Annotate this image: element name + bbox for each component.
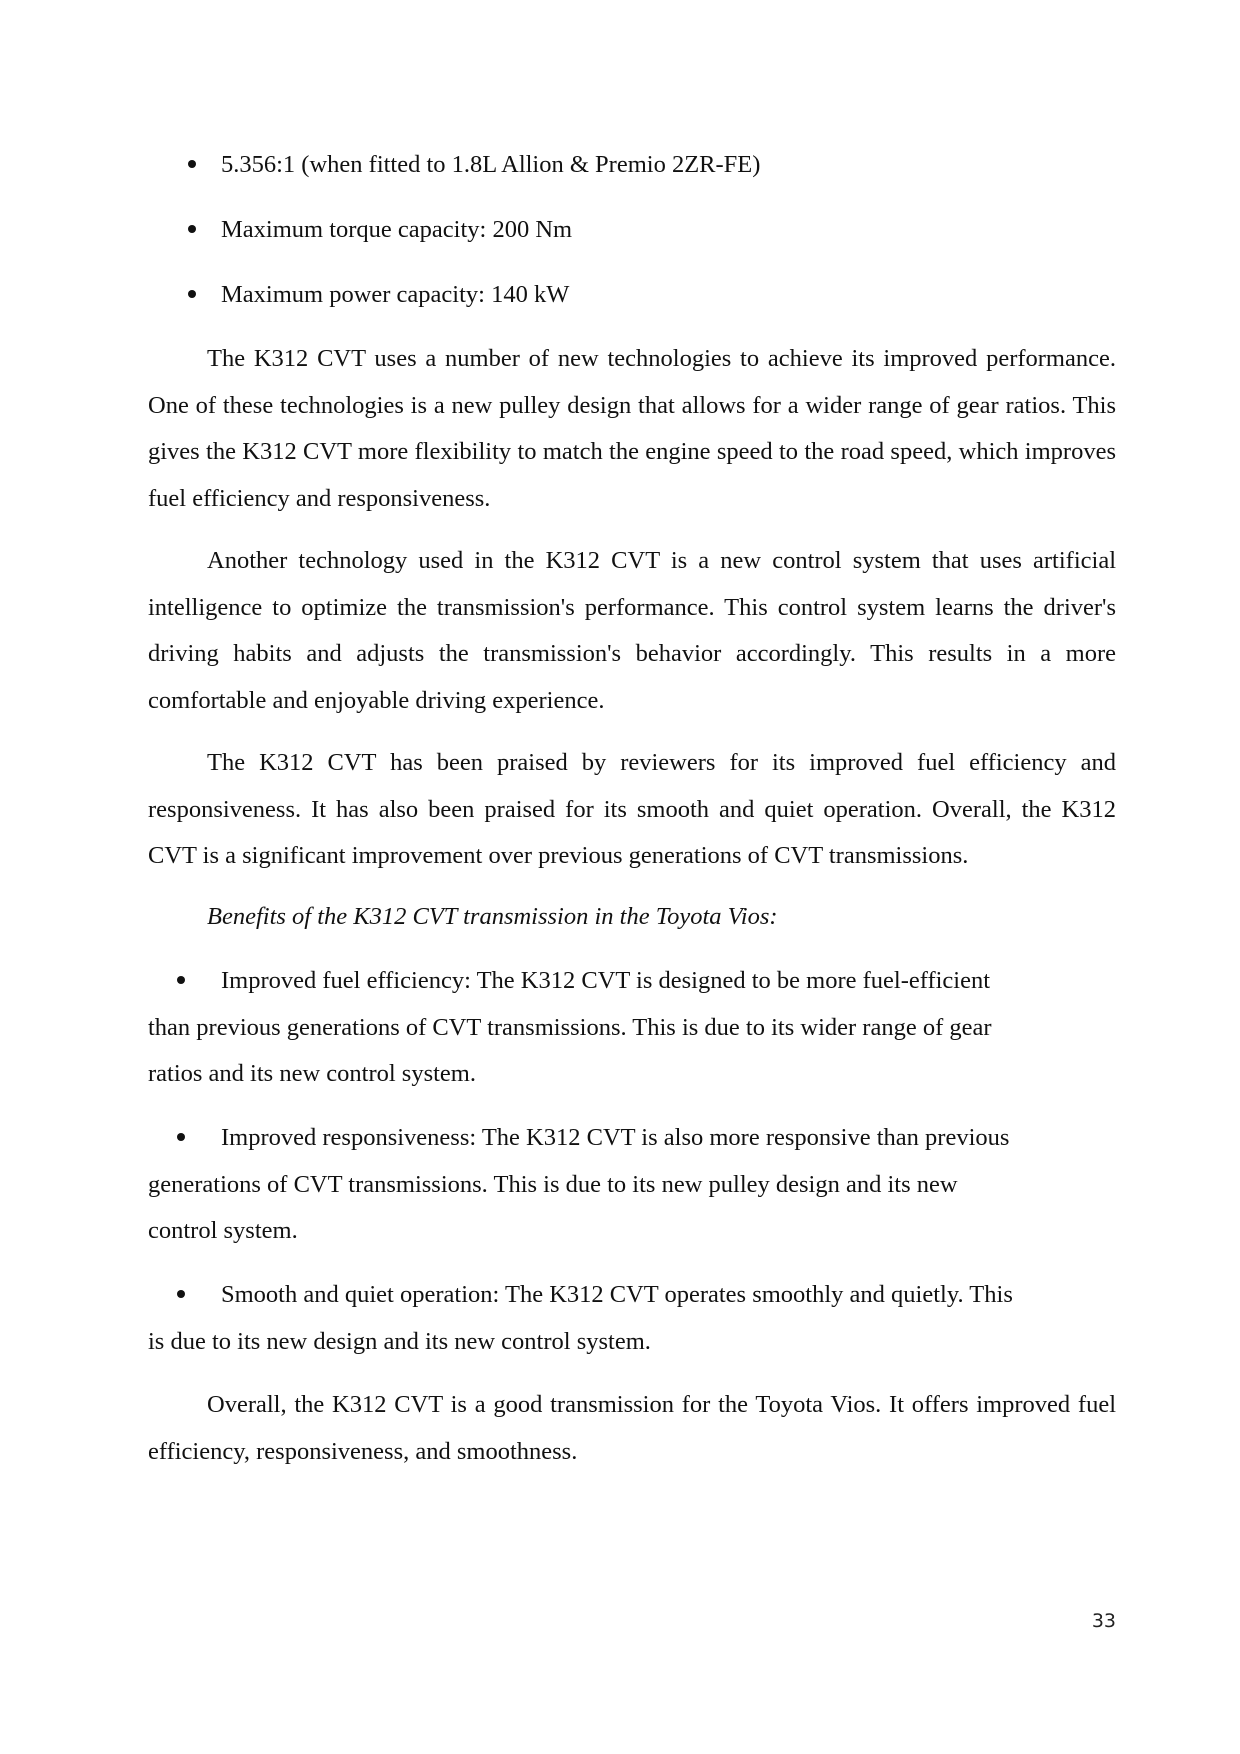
benefit-first-line: Smooth and quiet operation: The K312 CVT operates smoothly and quietly. This <box>148 1272 1128 1319</box>
benefit-item-responsiveness <box>148 1115 1128 1255</box>
benefit-item-fuel-efficiency <box>148 958 1128 1098</box>
paragraph-conclusion: Overall, the K312 CVT is a good transmission for the Toyota Vios. It offers improved fuel efficiency, responsiveness, and smoothness. <box>148 1391 1116 1465</box>
bullet-icon <box>177 1133 185 1141</box>
spec-list-item: 5.356:1 (when fitted to 1.8L Allion & Premio 2ZR-FE) <box>148 142 1128 188</box>
benefit-line: ratios and its new control system. <box>148 1060 476 1087</box>
bullet-icon <box>188 290 196 298</box>
bullet-icon <box>177 976 185 984</box>
page-number: 33 <box>1091 1610 1116 1632</box>
benefit-first-line: Improved responsiveness: The K312 CVT is also more responsive than previous <box>148 1115 1128 1162</box>
paragraph-pulley-design: The K312 CVT uses a number of new technologies to achieve its improved performance. One of these technologies is a new pulley design that allows for a wider range of gear ratios. This gives the K312 CVT more flexibility to match the engine speed to the road speed, which improves fuel efficiency and responsiveness. <box>148 345 1116 512</box>
bullet-icon <box>177 1290 185 1298</box>
bullet-icon <box>188 160 196 168</box>
paragraph-reviews: The K312 CVT has been praised by reviewers for its improved fuel efficiency and responsiveness. It has also been praised for its smooth and quiet operation. Overall, the K312 CVT is a significant improvement over previous generations of CVT transmissions. <box>148 749 1116 869</box>
benefit-line: than previous generations of CVT transmissions. This is due to its wider range of gear <box>148 1013 992 1041</box>
benefit-line: control system. <box>148 1217 298 1244</box>
benefit-line: generations of CVT transmissions. This is due to its new pulley design and its new <box>148 1170 958 1198</box>
paragraph-control-system: Another technology used in the K312 CVT is a new control system that uses artificial intelligence to optimize the transmission's performance. This control system learns the driver's driving habits and adjusts the transmission's behavior accordingly. This results in a more comfortable and enjoyable driving experience. <box>148 547 1116 714</box>
spec-list-item: Maximum power capacity: 140 kW <box>148 272 1128 318</box>
spec-list-item: Maximum torque capacity: 200 Nm <box>148 207 1128 253</box>
bullet-icon <box>188 225 196 233</box>
benefit-item-smooth-operation <box>148 1272 1128 1365</box>
benefit-line: is due to its new design and its new control system. <box>148 1327 651 1355</box>
benefits-heading: Benefits of the K312 CVT transmission in the Toyota Vios: <box>207 903 778 930</box>
benefit-first-line: Improved fuel efficiency: The K312 CVT is designed to be more fuel-efficient <box>148 958 1128 1005</box>
